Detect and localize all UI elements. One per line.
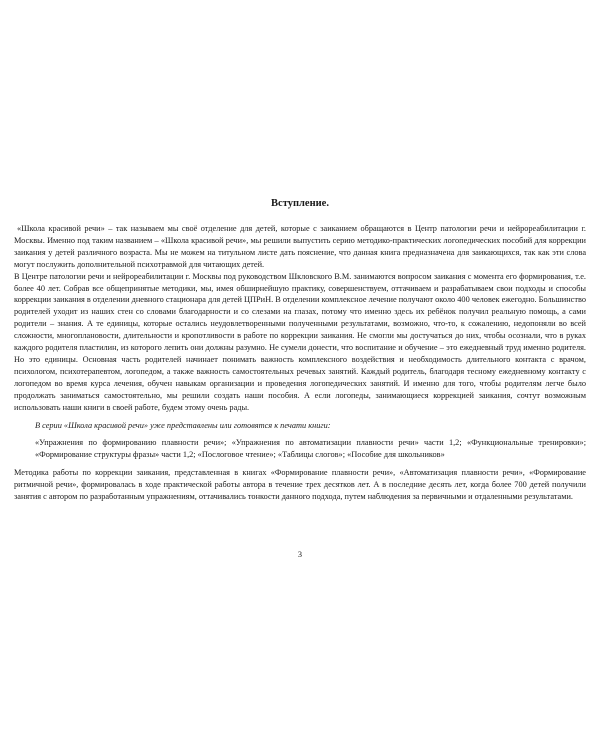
- intro-paragraph: «Школа красивой речи» – так называем мы своё отделение для детей, которые с заиканием обращаются в Центр патологии речи и нейрореабилитации г. Москвы. Именно под таким названием – «Школа красивой речи», мы решили выпустить серию методико-практических логопедических пособий для коррекции заикания у детей различного возраста. Мы не можем на титульном листе дать пояснение, что данная книга предназначена для заикающихся, так как эти слова могут послужить дополнительной психотравмой для читающих детей.: [14, 224, 586, 269]
- book-list: «Упражнения по формированию плавности речи»; «Упражнения по автоматизации плавности речи» части 1,2; «Функциональные тренировки»; «Формирование структуры фразы» части 1,2; «Послоговое чтение»; «Таблицы слогов»; «Пособие для школьников»: [35, 438, 586, 460]
- center-paragraph: В Центре патологии речи и нейрореабилитации г. Москвы под руководством Шкловского В.М. занимаются вопросом заикания с момента его формирования, т.е. более 40 лет. Собрав все общепринятые методики, мы, имея обширнейшую практику, совершенствуем, оттачиваем и разрабатываем свои подходы и способы коррекции заикания в отделении дневного стационара для детей ЦПРиН. В отделении комплексное лечение получают около 400 человек ежегодно. Большинство родителей уходит из наших стен со словами благодарности и со слезами на глазах, потому что именно здесь их ребёнок получил реальную помощь, а сами родители – знания. А те единицы, которые остались неудовлетворенными полученными результатами, возможно, что-то, к сожалению, недопоняли во всей сложности, многоплановости, длительности и кропотливости в работе по коррекции заикания. Не смогли мы достучаться до них, чтобы осознали, что в руках каждого родителя пластилин, из которого лепить они должны разумно. Не сумели донести, что воспитание и обучение – это ежедневный труд именно родителя. Но это единицы. Основная часть родителей начинает понимать важность комплексного воздействия и необходимость длительного контакта с врачом, психологом, психотерапевтом, логопедом, а также важность самостоятельных речевых занятий. Каждый родитель, благодаря тесному ежедневному контакту с логопедом во время курса лечения, обучен навыкам организации и проведения логопедических занятий. И именно для того, чтобы родителям легче было продолжать заниматься самостоятельно, мы решили создать наши пособия. А если логопеды, занимающиеся коррекцией заикания, сочтут возможным использовать наши книги в своей работе, будем этому очень рады.: [14, 271, 586, 412]
- document-body: [14, 197, 586, 503]
- page-number: 3: [297, 550, 303, 559]
- series-note: В серии «Школа красивой речи» уже представлены или готовятся к печати книги:: [35, 420, 331, 430]
- page-title: Вступление.: [271, 198, 329, 209]
- closing-paragraph: Методика работы по коррекции заикания, представленная в книгах «Формирование плавности речи», «Автоматизация плавности речи», «Формирование ритмичной речи», формировалась в ходе практической работы автора в течение трех десятков лет. А в последние десять лет, когда более 700 детей получили занятия с автором по разработанным упражнениям, оттачивались тонкости данного подхода, путем наблюдения за первичными и отдаленными результатами.: [14, 468, 586, 502]
